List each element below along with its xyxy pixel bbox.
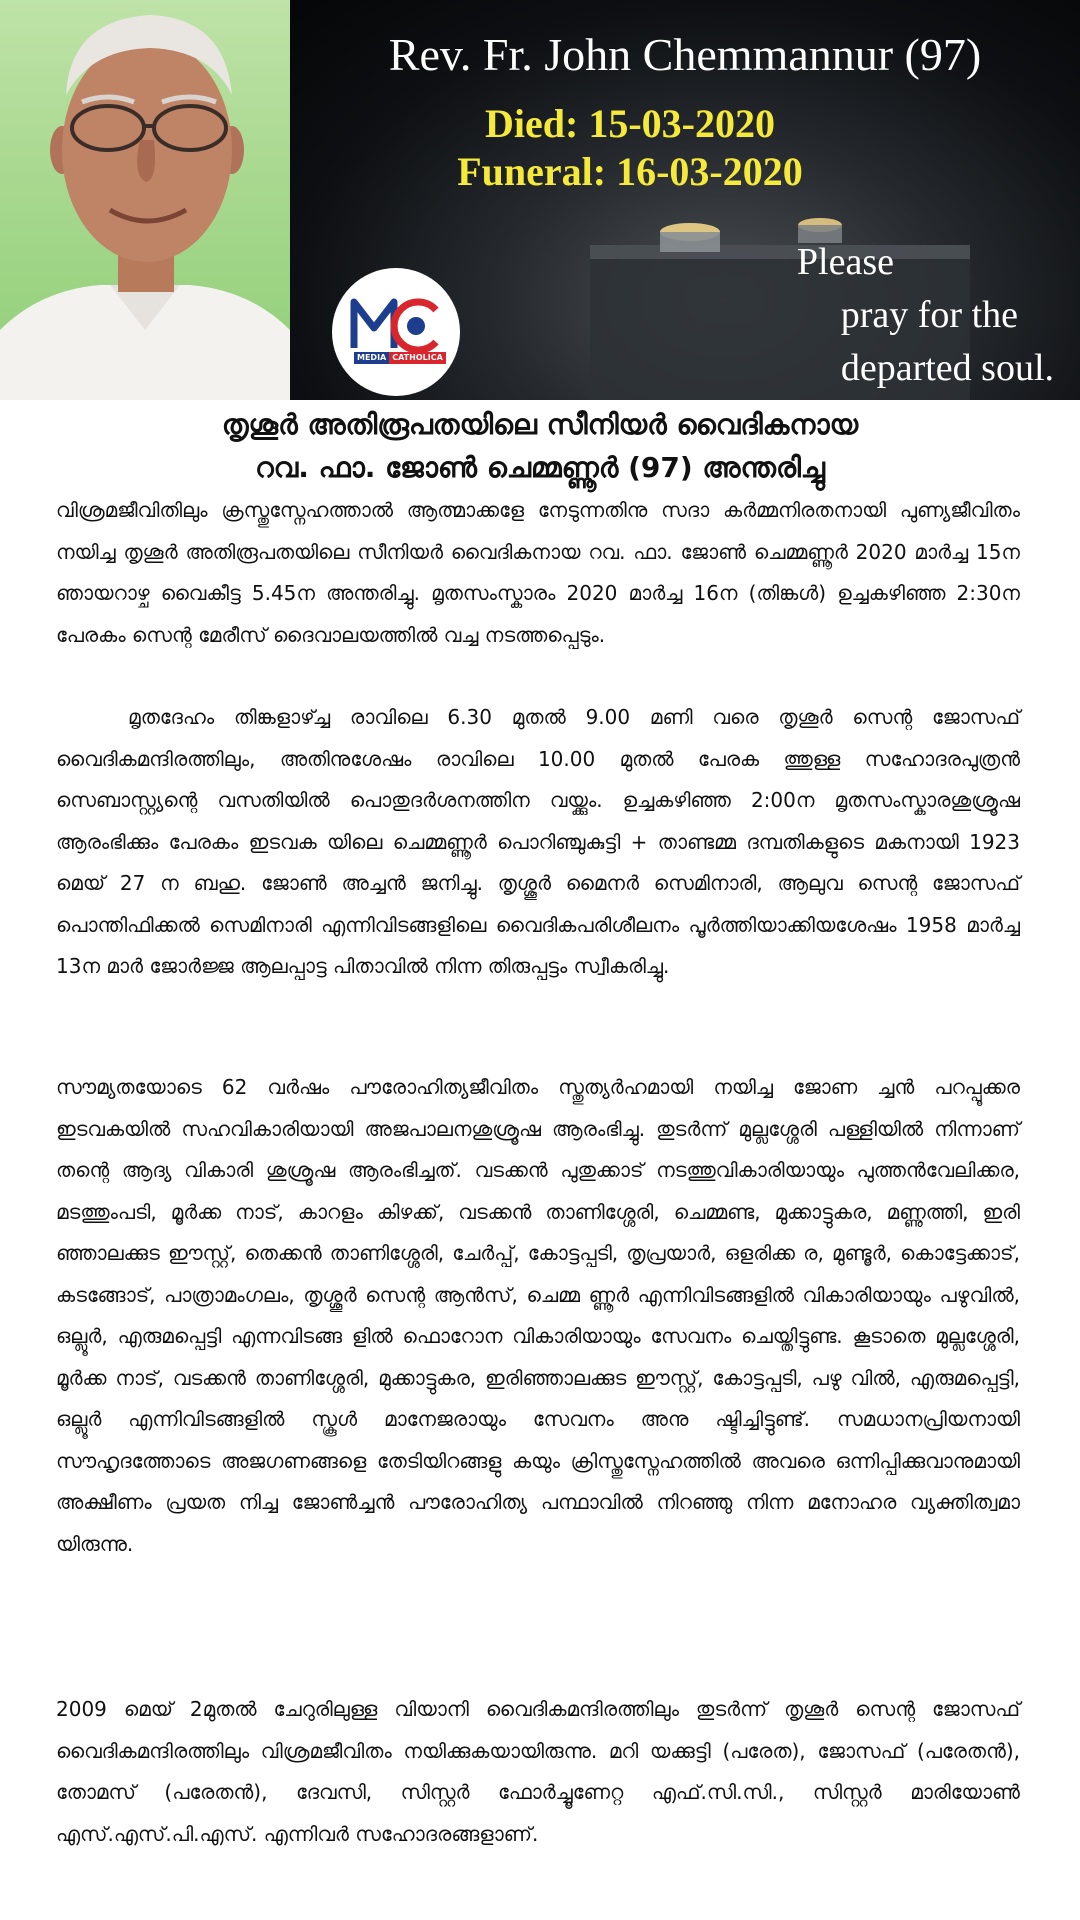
obituary-banner bbox=[0, 0, 1080, 400]
article-paragraph-2: മൃതദേഹം തിങ്കളാഴ്ച്ച രാവിലെ 6.30 മുതൽ 9.00 മണി വരെ തൃശൂർ സെന്റ ജോസഫ് വൈദികമന്ദിരത്തിലും, അതിനുശേഷം രാവിലെ 10.00 മുതൽ പേരക ത്തുള്ള സഹോദരപുത്രൻ സെബാസ്റ്റ്യന്റെ വസതിയിൽ പൊതുദർശനത്തിന വയ്ക്കും. ഉച്ചകഴിഞ്ഞ 2:00ന മൃതസംസ്കാരശുശ്രൂഷ ആരംഭിക്കും പേരകം ഇടവക യിലെ ചെമ്മണ്ണൂർ പൊറിഞ്ചുകുട്ടി + താണ്ടമ്മ ദമ്പതികളുടെ മകനായി 1923 മെയ് 27 ന ബഹു. ജോൺ അച്ചൻ ജനിച്ചു. തൃശ്ശൂർ മൈനർ സെമിനാരി, ആലുവ സെന്റ ജോസഫ് പൊന്തിഫിക്കൽ സെമിനാരി എന്നിവിടങ്ങളിലെ വൈദികപരിശീലനം പൂർത്തിയാക്കിയശേഷം 1958 മാർച്ച 13ന മാർ ജോർജ്ജ ആലപ്പാട്ട പിതാവിൽ നിന്ന തിരുപ്പട്ടം സ്വീകരിച്ചു. bbox=[56, 705, 1020, 978]
media-catholica-logo bbox=[332, 268, 460, 396]
prayer-request-line-3: departed soul. bbox=[840, 347, 1054, 389]
logo-text-catholica: CATHOLICA bbox=[389, 352, 446, 364]
logo-wordmark bbox=[354, 352, 446, 364]
logo-mark-icon bbox=[332, 268, 460, 396]
article-paragraph-4: 2009 മെയ് 2മുതൽ ചേറുരിലുള്ള വിയാനി വൈദികമന്ദിരത്തിലും തുടർന്ന് തൃശൂർ സെന്റ ജോസഫ് വൈദികമന്ദിരത്തിലും വിശ്രമജീവിതം നയിക്കുകയായിരുന്നു. മറി യക്കുട്ടി (പരേത), ജോസഫ് (പരേതൻ), തോമസ് (പരേതൻ), ദേവസി, സിസ്റ്റർ ഫോർച്ചൂണേറ്റ എഫ്.സി.സി., സിസ്റ്റർ മാരിയോൺ എസ്.എസ്.പി.എസ്. എന്നിവർ സഹോദരങ്ങളാണ്. bbox=[56, 1697, 1020, 1846]
deceased-name-title: Rev. Fr. John Chemmannur (97) bbox=[388, 29, 982, 80]
date-of-death: Died: 15-03-2020 bbox=[485, 101, 775, 146]
headline-line-2: റവ. ഫാ. ജോൺ ചെമ്മണ്ണൂർ (97) അന്തരിച്ചു bbox=[255, 451, 825, 484]
logo-text-media: MEDIA bbox=[354, 352, 389, 364]
article-paragraph-1: വിശ്രമജീവിതിലും ക്രസ്തുസ്നേഹത്താൽ ആത്മാക്കളേ നേടുന്നതിനു സദാ കർമ്മനിരതനായി പുണ്യജീവിതം നയിച്ച തൃശൂർ അതിരൂപതയിലെ സീനിയർ വൈദികനായ റവ. ഫാ. ജോൺ ചെമ്മണ്ണൂർ 2020 മാർച്ച 15ന ഞായറാഴ്ച വൈകീട്ട 5.45ന അന്തരിച്ചു. മൃതസംസ്കാരം 2020 മാർച്ച 16ന (തിങ്കൾ) ഉച്ചകഴിഞ്ഞ 2:30ന പേരകം സെന്റ മേരീസ് ദൈവാലയത്തിൽ വച്ച നടത്തപ്പെടും. bbox=[56, 498, 1020, 647]
priest-portrait-photo bbox=[0, 0, 290, 400]
prayer-request-line-1: Please bbox=[796, 241, 894, 283]
funeral-date: Funeral: 16-03-2020 bbox=[457, 149, 803, 194]
headline-line-1: തൃശൂർ അതിരൂപതയിലെ സീനിയർ വൈദികനായ bbox=[221, 408, 859, 441]
prayer-request-line-2: pray for the bbox=[840, 294, 1018, 336]
portrait-illustration bbox=[0, 0, 290, 400]
article-paragraph-3: സൗമ്യതയോടെ 62 വർഷം പൗരോഹിത്യജീവിതം സ്തുത്യർഹമായി നയിച്ച ജോണ ച്ചൻ പറപ്പൂക്കര ഇടവകയിൽ സഹവികാരിയായി അജപാലനശുശ്രൂഷ ആരംഭിച്ചു. തുടർന്ന് മുല്ലശ്ശേരി പള്ളിയിൽ നിന്നാണ് തന്റെ ആദ്യ വികാരി ശുശ്രൂഷ ആരംഭിച്ചത്. വടക്കൻ പുതുക്കാട് നടത്തുവികാരിയായും പുത്തൻവേലിക്കര, മടത്തുംപടി, മൂർക്ക നാട്, കാറളം കിഴക്ക്, വടക്കൻ താണിശ്ശേരി, ചെമ്മണ്ട, മുക്കാട്ടുകര, മണ്ണുത്തി, ഇരി ഞ്ഞാലക്കുട ഈസ്റ്റ്, തെക്കൻ താണിശ്ശേരി, ചേർപ്പ്, കോട്ടപ്പടി, തൃപ്രയാർ, ഒളരിക്ക ര, മുണ്ടൂർ, കൊട്ടേക്കാട്, കടങ്ങോട്, പാത്രാമംഗലം, തൃശ്ശൂർ സെന്റ ആൻസ്, ചെമ്മ ണ്ണൂർ എന്നിവിടങ്ങളിൽ വികാരിയായും പഴുവിൽ, ഒല്ലൂർ, എരുമപ്പെട്ടി എന്നവിടങ്ങ ളിൽ ഫൊറോന വികാരിയായും സേവനം ചെയ്തിട്ടുണ്ട. കൂടാതെ മുല്ലശ്ശേരി, മൂർക്ക നാട്, വടക്കൻ താണിശ്ശേരി, മുക്കാട്ടുകര, ഇരിഞ്ഞാലക്കുട ഈസ്റ്റ്, കോട്ടപ്പടി, പഴു വിൽ, എരുമപ്പെട്ടി, ഒല്ലൂർ എന്നിവിടങ്ങളിൽ സ്കൂൾ മാനേജരായും സേവനം അനു ഷ്ടിച്ചിട്ടുണ്ട്. സമധാനപ്രിയനായി സൗഹൃദത്തോടെ അജഗണങ്ങളെ തേടിയിറങ്ങളു കയും ക്രിസ്തുസ്നേഹത്തിൽ അവരെ ഒന്നിപ്പിക്കുവാനുമായി അക്ഷീണം പ്രയത നിച്ച ജോൺച്ചൻ പൗരോഹിത്യ പന്ഥാവിൽ നിറഞ്ഞു നിന്ന മനോഹര വ്യക്തിത്വമാ യിരുന്നു. bbox=[56, 1075, 1020, 1556]
